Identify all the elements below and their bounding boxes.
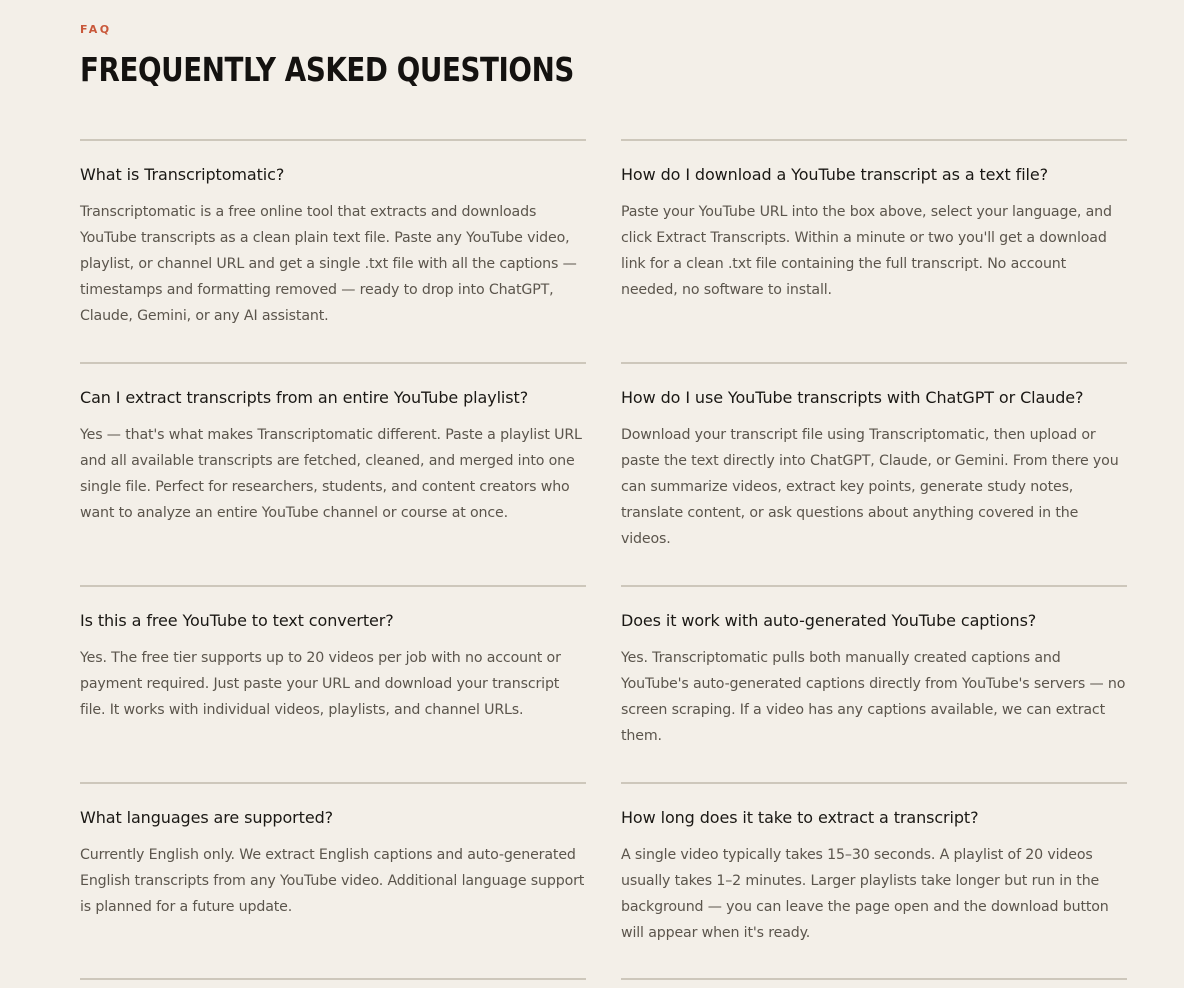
faq-item [80,585,586,782]
faq-bottom-dividers [80,978,1127,988]
faq-item [621,782,1127,979]
faq-question: How long does it take to extract a transcript? [621,808,979,827]
faq-answer: Yes — that's what makes Transcriptomatic different. Paste a playlist URL and all available transcripts are fetched, cleaned, and merged into one single file. Perfect for researchers, students, and content creators who want to analyze an entire YouTube channel or course at once. [80,427,582,521]
faq-answer: Paste your YouTube URL into the box above, select your language, and click Extract Transcripts. Within a minute or two you'll get a download link for a clean .txt file containing the full transcript. No account needed, no software to install. [621,204,1112,298]
faq-question: How do I download a YouTube transcript as a text file? [621,165,1049,184]
faq-question: Is this a free YouTube to text converter? [80,611,394,630]
divider [621,978,1127,988]
faq-answer: Yes. Transcriptomatic pulls both manually created captions and YouTube's auto-generated captions directly from YouTube's servers — no screen scraping. If a video has any captions available, we can extract them. [621,650,1126,744]
faq-question: Can I extract transcripts from an entire YouTube playlist? [80,388,529,407]
section-eyebrow: FAQ [80,23,112,36]
faq-item [621,585,1127,782]
page-title: FREQUENTLY ASKED QUESTIONS [80,50,574,89]
faq-answer: Transcriptomatic is a free online tool that extracts and downloads YouTube transcripts as a clean plain text file. Paste any YouTube video, playlist, or channel URL and get a single .txt file with all the captions — timestamps and formatting removed — ready to drop into ChatGPT, Claude, Gemini, or any AI assistant. [80,204,577,324]
faq-item [621,362,1127,585]
faq-answer: A single video typically takes 15–30 seconds. A playlist of 20 videos usually takes 1–2 minutes. Larger playlists take longer but run in the background — you can leave the page open and the download button will appear when it's ready. [621,847,1109,941]
faq-answer: Currently English only. We extract English captions and auto-generated English transcripts from any YouTube video. Additional language support is planned for a future update. [80,847,585,915]
faq-answer: Download your transcript file using Transcriptomatic, then upload or paste the text directly into ChatGPT, Claude, or Gemini. From there you can summarize videos, extract key points, generate study notes, translate content, or ask questions about anything covered in the videos. [621,427,1119,547]
faq-question: What is Transcriptomatic? [80,165,285,184]
faq-grid [80,139,1127,979]
faq-item [621,139,1127,362]
faq-question: Does it work with auto-generated YouTube captions? [621,611,1037,630]
faq-item [80,139,586,362]
faq-answer: Yes. The free tier supports up to 20 videos per job with no account or payment required. Just paste your URL and download your transcript file. It works with individual videos, playlists, and channel URLs. [80,650,561,718]
faq-question: What languages are supported? [80,808,334,827]
divider [80,978,586,988]
faq-question: How do I use YouTube transcripts with ChatGPT or Claude? [621,388,1084,407]
faq-item [80,782,586,979]
faq-item [80,362,586,585]
